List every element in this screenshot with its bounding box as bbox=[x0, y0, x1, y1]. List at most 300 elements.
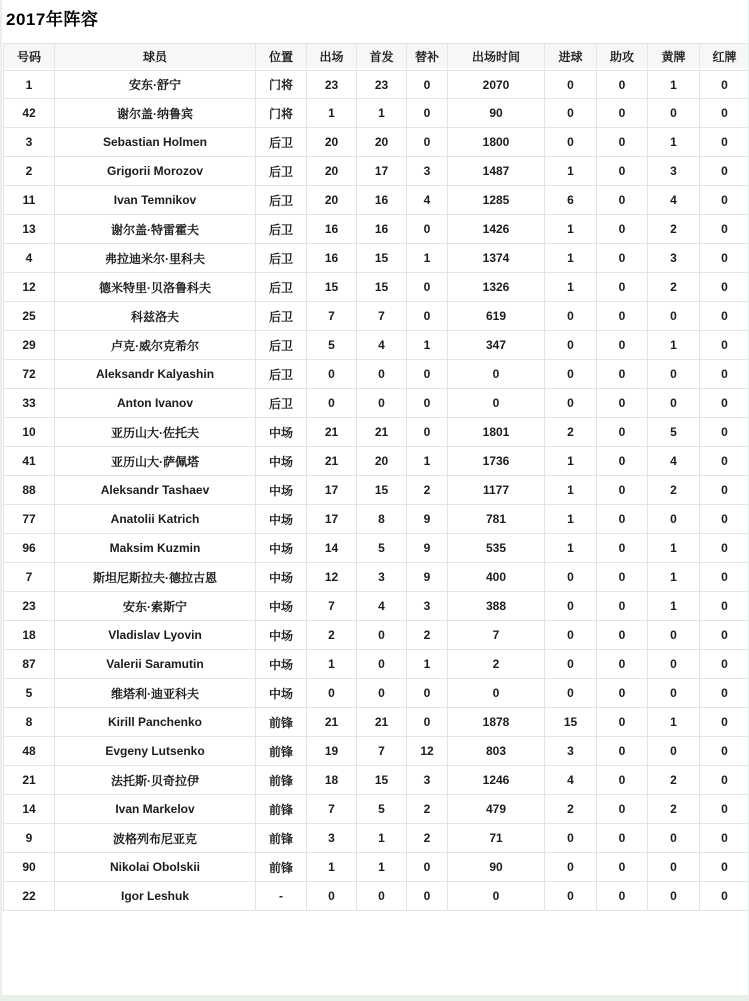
stat-cell: 20 bbox=[307, 128, 357, 157]
table-row bbox=[3, 679, 749, 708]
stat-cell: 0 bbox=[700, 621, 749, 650]
stat-cell: 中场 bbox=[256, 563, 307, 592]
stat-cell: 21 bbox=[307, 447, 357, 476]
stat-cell: 87 bbox=[3, 650, 55, 679]
stat-cell: 前锋 bbox=[256, 824, 307, 853]
stat-cell: 0 bbox=[448, 882, 545, 911]
stat-cell: 后卫 bbox=[256, 186, 307, 215]
stat-cell: 1 bbox=[648, 592, 700, 621]
stat-cell: 0 bbox=[700, 534, 749, 563]
stat-cell: 前锋 bbox=[256, 853, 307, 882]
stat-cell: 0 bbox=[648, 650, 700, 679]
column-header-9: 黄牌 bbox=[648, 43, 700, 70]
stat-cell: 0 bbox=[648, 882, 700, 911]
stat-cell: 0 bbox=[545, 360, 597, 389]
stat-cell: 1374 bbox=[448, 244, 545, 273]
stat-cell: 42 bbox=[3, 99, 55, 128]
stat-cell: 1 bbox=[545, 215, 597, 244]
player-name-cell: Vladislav Lyovin bbox=[55, 621, 256, 650]
stat-cell: 0 bbox=[545, 853, 597, 882]
stat-cell: 0 bbox=[700, 737, 749, 766]
stat-cell: 0 bbox=[648, 360, 700, 389]
stat-cell: 21 bbox=[357, 418, 407, 447]
stat-cell: 25 bbox=[3, 302, 55, 331]
table-row bbox=[3, 186, 749, 215]
stat-cell: 2 bbox=[545, 795, 597, 824]
stat-cell: 0 bbox=[648, 853, 700, 882]
stat-cell: 0 bbox=[407, 853, 448, 882]
player-name-cell: 谢尔盖·特雷霍夫 bbox=[55, 215, 256, 244]
table-row bbox=[3, 650, 749, 679]
stat-cell: 3 bbox=[307, 824, 357, 853]
stat-cell: 9 bbox=[407, 563, 448, 592]
stat-cell: 0 bbox=[545, 302, 597, 331]
stat-cell: 1800 bbox=[448, 128, 545, 157]
stat-cell: 1426 bbox=[448, 215, 545, 244]
stat-cell: 0 bbox=[597, 389, 648, 418]
stat-cell: 1 bbox=[545, 476, 597, 505]
stat-cell: 7 bbox=[307, 795, 357, 824]
stat-cell: 5 bbox=[3, 679, 55, 708]
stat-cell: 12 bbox=[407, 737, 448, 766]
stat-cell: 0 bbox=[545, 650, 597, 679]
table-row bbox=[3, 215, 749, 244]
stat-cell: 0 bbox=[545, 621, 597, 650]
player-name-cell: 维塔利·迪亚科夫 bbox=[55, 679, 256, 708]
table-row bbox=[3, 70, 749, 99]
stat-cell: 0 bbox=[407, 302, 448, 331]
stat-cell: 15 bbox=[307, 273, 357, 302]
table-row bbox=[3, 244, 749, 273]
table-row bbox=[3, 853, 749, 882]
stat-cell: 781 bbox=[448, 505, 545, 534]
table-row bbox=[3, 737, 749, 766]
stat-cell: 14 bbox=[3, 795, 55, 824]
stat-cell: 0 bbox=[700, 853, 749, 882]
player-name-cell: 亚历山大·萨佩塔 bbox=[55, 447, 256, 476]
stat-cell: 1 bbox=[545, 447, 597, 476]
stat-cell: 20 bbox=[307, 157, 357, 186]
column-header-3: 出场 bbox=[307, 43, 357, 70]
stat-cell: 1 bbox=[545, 273, 597, 302]
stat-cell: 23 bbox=[3, 592, 55, 621]
stat-cell: 16 bbox=[307, 244, 357, 273]
column-header-0: 号码 bbox=[3, 43, 55, 70]
stat-cell: 2 bbox=[648, 215, 700, 244]
column-header-5: 替补 bbox=[407, 43, 448, 70]
table-row bbox=[3, 360, 749, 389]
stat-cell: 0 bbox=[545, 592, 597, 621]
player-name-cell: Ivan Markelov bbox=[55, 795, 256, 824]
stat-cell: 4 bbox=[545, 766, 597, 795]
stat-cell: 0 bbox=[648, 505, 700, 534]
player-name-cell: 谢尔盖·纳鲁宾 bbox=[55, 99, 256, 128]
column-header-6: 出场时间 bbox=[448, 43, 545, 70]
stat-cell: 0 bbox=[407, 99, 448, 128]
page-title: 2017年阵容 bbox=[6, 10, 99, 29]
stat-cell: 3 bbox=[648, 157, 700, 186]
stat-cell: 中场 bbox=[256, 505, 307, 534]
stat-cell: 0 bbox=[357, 882, 407, 911]
stat-cell: 90 bbox=[3, 853, 55, 882]
stat-cell: 2 bbox=[648, 795, 700, 824]
stat-cell: 0 bbox=[597, 128, 648, 157]
stat-cell: 0 bbox=[700, 360, 749, 389]
stat-cell: 中场 bbox=[256, 534, 307, 563]
stat-cell: 10 bbox=[3, 418, 55, 447]
stat-cell: 1 bbox=[407, 650, 448, 679]
stat-cell: 0 bbox=[700, 766, 749, 795]
stat-cell: 0 bbox=[700, 476, 749, 505]
stat-cell: 0 bbox=[597, 447, 648, 476]
stat-cell: 后卫 bbox=[256, 331, 307, 360]
player-name-cell: Anton Ivanov bbox=[55, 389, 256, 418]
column-header-7: 进球 bbox=[545, 43, 597, 70]
stat-cell: 23 bbox=[307, 70, 357, 99]
stat-cell: 0 bbox=[700, 389, 749, 418]
player-name-cell: Grigorii Morozov bbox=[55, 157, 256, 186]
player-name-cell: 科兹洛夫 bbox=[55, 302, 256, 331]
stat-cell: 1487 bbox=[448, 157, 545, 186]
player-name-cell: Anatolii Katrich bbox=[55, 505, 256, 534]
stat-cell: 19 bbox=[307, 737, 357, 766]
stat-cell: 0 bbox=[407, 882, 448, 911]
stat-cell: 17 bbox=[307, 505, 357, 534]
stat-cell: 0 bbox=[307, 389, 357, 418]
stat-cell: 29 bbox=[3, 331, 55, 360]
stat-cell: 0 bbox=[597, 853, 648, 882]
column-header-2: 位置 bbox=[256, 43, 307, 70]
stat-cell: 1177 bbox=[448, 476, 545, 505]
player-name-cell: 弗拉迪米尔·里科夫 bbox=[55, 244, 256, 273]
stat-cell: 14 bbox=[307, 534, 357, 563]
stat-cell: 4 bbox=[648, 186, 700, 215]
stat-cell: 7 bbox=[357, 737, 407, 766]
stat-cell: 479 bbox=[448, 795, 545, 824]
stat-cell: 15 bbox=[357, 244, 407, 273]
stat-cell: 1326 bbox=[448, 273, 545, 302]
player-name-cell: 法托斯·贝奇拉伊 bbox=[55, 766, 256, 795]
stat-cell: 3 bbox=[648, 244, 700, 273]
stat-cell: 0 bbox=[545, 824, 597, 853]
stat-cell: 9 bbox=[407, 505, 448, 534]
stat-cell: 0 bbox=[545, 128, 597, 157]
stat-cell: 77 bbox=[3, 505, 55, 534]
stat-cell: 0 bbox=[597, 360, 648, 389]
stat-cell: 4 bbox=[648, 447, 700, 476]
stat-cell: 1 bbox=[545, 157, 597, 186]
stat-cell: 后卫 bbox=[256, 157, 307, 186]
stat-cell: 18 bbox=[307, 766, 357, 795]
roster-table bbox=[3, 43, 749, 911]
stat-cell: 7 bbox=[448, 621, 545, 650]
stat-cell: 15 bbox=[357, 766, 407, 795]
stat-cell: 1736 bbox=[448, 447, 545, 476]
stat-cell: 0 bbox=[597, 99, 648, 128]
stat-cell: 1 bbox=[648, 128, 700, 157]
stat-cell: 2 bbox=[407, 621, 448, 650]
stat-cell: 0 bbox=[700, 708, 749, 737]
stat-cell: 0 bbox=[597, 621, 648, 650]
stat-cell: 0 bbox=[545, 99, 597, 128]
table-row bbox=[3, 128, 749, 157]
table-row bbox=[3, 795, 749, 824]
player-name-cell: 斯坦尼斯拉夫·德拉古恩 bbox=[55, 563, 256, 592]
stat-cell: 0 bbox=[597, 824, 648, 853]
table-row bbox=[3, 99, 749, 128]
stat-cell: 1 bbox=[307, 99, 357, 128]
stat-cell: 9 bbox=[3, 824, 55, 853]
stat-cell: 0 bbox=[357, 621, 407, 650]
stat-cell: 0 bbox=[407, 418, 448, 447]
table-row bbox=[3, 563, 749, 592]
stat-cell: 1 bbox=[648, 708, 700, 737]
stat-cell: 0 bbox=[700, 273, 749, 302]
stat-cell: 12 bbox=[307, 563, 357, 592]
table-row bbox=[3, 882, 749, 911]
stat-cell: 0 bbox=[700, 186, 749, 215]
stat-cell: 中场 bbox=[256, 679, 307, 708]
stat-cell: 0 bbox=[597, 331, 648, 360]
stat-cell: 3 bbox=[407, 766, 448, 795]
stat-cell: 41 bbox=[3, 447, 55, 476]
stat-cell: 中场 bbox=[256, 447, 307, 476]
player-name-cell: 安东·舒宁 bbox=[55, 70, 256, 99]
stat-cell: 1 bbox=[648, 70, 700, 99]
stat-cell: 2 bbox=[448, 650, 545, 679]
stat-cell: 1 bbox=[357, 99, 407, 128]
stat-cell: 535 bbox=[448, 534, 545, 563]
stat-cell: 0 bbox=[700, 679, 749, 708]
stat-cell: 0 bbox=[648, 824, 700, 853]
stat-cell: 33 bbox=[3, 389, 55, 418]
stat-cell: 0 bbox=[648, 737, 700, 766]
stat-cell: 16 bbox=[357, 215, 407, 244]
stat-cell: 0 bbox=[700, 331, 749, 360]
stat-cell: 0 bbox=[597, 766, 648, 795]
stat-cell: 门将 bbox=[256, 70, 307, 99]
stat-cell: 1 bbox=[407, 331, 448, 360]
stat-cell: 0 bbox=[597, 244, 648, 273]
stat-cell: 0 bbox=[545, 882, 597, 911]
stat-cell: 0 bbox=[545, 389, 597, 418]
stat-cell: 0 bbox=[407, 128, 448, 157]
table-row bbox=[3, 157, 749, 186]
stat-cell: 中场 bbox=[256, 621, 307, 650]
stat-cell: 前锋 bbox=[256, 737, 307, 766]
stat-cell: 0 bbox=[597, 679, 648, 708]
stat-cell: 0 bbox=[648, 302, 700, 331]
stat-cell: 22 bbox=[3, 882, 55, 911]
stat-cell: 0 bbox=[700, 99, 749, 128]
stat-cell: 18 bbox=[3, 621, 55, 650]
stat-cell: 0 bbox=[357, 650, 407, 679]
stat-cell: 803 bbox=[448, 737, 545, 766]
stat-cell: 0 bbox=[648, 621, 700, 650]
stat-cell: 4 bbox=[407, 186, 448, 215]
player-name-cell: Valerii Saramutin bbox=[55, 650, 256, 679]
table-row bbox=[3, 824, 749, 853]
stat-cell: 1878 bbox=[448, 708, 545, 737]
stat-cell: 0 bbox=[597, 534, 648, 563]
table-row bbox=[3, 273, 749, 302]
player-name-cell: Igor Leshuk bbox=[55, 882, 256, 911]
column-header-10: 红牌 bbox=[700, 43, 749, 70]
player-name-cell: Evgeny Lutsenko bbox=[55, 737, 256, 766]
stat-cell: 0 bbox=[597, 302, 648, 331]
stat-cell: 0 bbox=[648, 679, 700, 708]
stat-cell: 0 bbox=[597, 186, 648, 215]
stat-cell: 13 bbox=[3, 215, 55, 244]
stat-cell: 2 bbox=[407, 795, 448, 824]
stat-cell: 0 bbox=[700, 418, 749, 447]
stat-cell: 0 bbox=[545, 70, 597, 99]
stat-cell: 0 bbox=[700, 302, 749, 331]
stat-cell: 中场 bbox=[256, 476, 307, 505]
stat-cell: 0 bbox=[648, 99, 700, 128]
stat-cell: 门将 bbox=[256, 99, 307, 128]
stat-cell: 2 bbox=[3, 157, 55, 186]
stat-cell: 7 bbox=[307, 302, 357, 331]
stat-cell: 中场 bbox=[256, 592, 307, 621]
stat-cell: 0 bbox=[407, 215, 448, 244]
player-name-cell: 德米特里·贝洛鲁科夫 bbox=[55, 273, 256, 302]
stat-cell: 0 bbox=[407, 679, 448, 708]
table-row bbox=[3, 766, 749, 795]
table-row bbox=[3, 592, 749, 621]
stat-cell: 0 bbox=[357, 389, 407, 418]
stat-cell: 0 bbox=[357, 679, 407, 708]
stat-cell: 1 bbox=[545, 244, 597, 273]
stat-cell: 0 bbox=[700, 505, 749, 534]
stat-cell: 2 bbox=[407, 824, 448, 853]
stat-cell: 1 bbox=[648, 563, 700, 592]
stat-cell: 1 bbox=[648, 331, 700, 360]
stat-cell: 8 bbox=[357, 505, 407, 534]
stat-cell: 1 bbox=[357, 824, 407, 853]
stat-cell: 17 bbox=[307, 476, 357, 505]
stat-cell: 0 bbox=[597, 737, 648, 766]
stat-cell: 前锋 bbox=[256, 795, 307, 824]
stat-cell: 4 bbox=[3, 244, 55, 273]
stat-cell: 0 bbox=[407, 708, 448, 737]
stat-cell: 2 bbox=[648, 766, 700, 795]
table-row bbox=[3, 708, 749, 737]
stat-cell: 后卫 bbox=[256, 273, 307, 302]
stat-cell: 0 bbox=[648, 389, 700, 418]
stat-cell: 2 bbox=[648, 273, 700, 302]
table-row bbox=[3, 302, 749, 331]
stat-cell: 0 bbox=[597, 70, 648, 99]
stat-cell: 20 bbox=[307, 186, 357, 215]
stat-cell: 20 bbox=[357, 128, 407, 157]
stat-cell: 21 bbox=[307, 708, 357, 737]
stat-cell: 1 bbox=[3, 70, 55, 99]
stat-cell: 0 bbox=[448, 679, 545, 708]
stat-cell: 7 bbox=[307, 592, 357, 621]
stat-cell: 后卫 bbox=[256, 128, 307, 157]
table-row bbox=[3, 505, 749, 534]
stat-cell: 8 bbox=[3, 708, 55, 737]
stat-cell: 前锋 bbox=[256, 708, 307, 737]
table-row bbox=[3, 447, 749, 476]
stat-cell: 0 bbox=[448, 389, 545, 418]
stat-cell: 后卫 bbox=[256, 360, 307, 389]
stat-cell: 7 bbox=[3, 563, 55, 592]
column-header-1: 球员 bbox=[55, 43, 256, 70]
stat-cell: 0 bbox=[700, 882, 749, 911]
player-name-cell: 波格列布尼亚克 bbox=[55, 824, 256, 853]
stat-cell: 21 bbox=[3, 766, 55, 795]
player-name-cell: Kirill Panchenko bbox=[55, 708, 256, 737]
stat-cell: 5 bbox=[357, 534, 407, 563]
stat-cell: 中场 bbox=[256, 650, 307, 679]
stat-cell: 0 bbox=[700, 650, 749, 679]
stat-cell: 72 bbox=[3, 360, 55, 389]
stat-cell: 1 bbox=[307, 853, 357, 882]
player-name-cell: Aleksandr Tashaev bbox=[55, 476, 256, 505]
stat-cell: 0 bbox=[407, 389, 448, 418]
stat-cell: 7 bbox=[357, 302, 407, 331]
player-name-cell: 安东·索斯宁 bbox=[55, 592, 256, 621]
stat-cell: 0 bbox=[307, 360, 357, 389]
stat-cell: 3 bbox=[3, 128, 55, 157]
stat-cell: 11 bbox=[3, 186, 55, 215]
stat-cell: 5 bbox=[648, 418, 700, 447]
stat-cell: 90 bbox=[448, 853, 545, 882]
stat-cell: 3 bbox=[357, 563, 407, 592]
stat-cell: 388 bbox=[448, 592, 545, 621]
stat-cell: 2 bbox=[307, 621, 357, 650]
stat-cell: 0 bbox=[700, 128, 749, 157]
player-name-cell: Ivan Temnikov bbox=[55, 186, 256, 215]
stat-cell: 1285 bbox=[448, 186, 545, 215]
stat-cell: 5 bbox=[307, 331, 357, 360]
player-name-cell: 卢克·威尔克希尔 bbox=[55, 331, 256, 360]
stat-cell: 400 bbox=[448, 563, 545, 592]
stat-cell: 1 bbox=[648, 534, 700, 563]
table-row bbox=[3, 476, 749, 505]
stat-cell: 2 bbox=[648, 476, 700, 505]
stat-cell: 3 bbox=[407, 592, 448, 621]
stat-cell: 0 bbox=[407, 70, 448, 99]
stat-cell: 0 bbox=[307, 679, 357, 708]
stat-cell: 1 bbox=[357, 853, 407, 882]
stat-cell: 3 bbox=[545, 737, 597, 766]
stat-cell: 0 bbox=[597, 650, 648, 679]
stat-cell: 0 bbox=[700, 592, 749, 621]
stat-cell: 0 bbox=[407, 360, 448, 389]
player-name-cell: 亚历山大·佐托夫 bbox=[55, 418, 256, 447]
stat-cell: 1246 bbox=[448, 766, 545, 795]
stat-cell: 347 bbox=[448, 331, 545, 360]
stat-cell: 0 bbox=[307, 882, 357, 911]
stat-cell: 0 bbox=[357, 360, 407, 389]
stat-cell: 0 bbox=[700, 563, 749, 592]
stat-cell: 16 bbox=[307, 215, 357, 244]
header-row bbox=[3, 43, 749, 70]
stat-cell: 15 bbox=[545, 708, 597, 737]
stat-cell: 0 bbox=[700, 157, 749, 186]
stat-cell: 0 bbox=[597, 505, 648, 534]
stat-cell: 20 bbox=[357, 447, 407, 476]
stat-cell: - bbox=[256, 882, 307, 911]
stat-cell: 12 bbox=[3, 273, 55, 302]
stat-cell: 0 bbox=[700, 447, 749, 476]
stat-cell: 1 bbox=[545, 505, 597, 534]
table-row bbox=[3, 331, 749, 360]
stat-cell: 15 bbox=[357, 273, 407, 302]
